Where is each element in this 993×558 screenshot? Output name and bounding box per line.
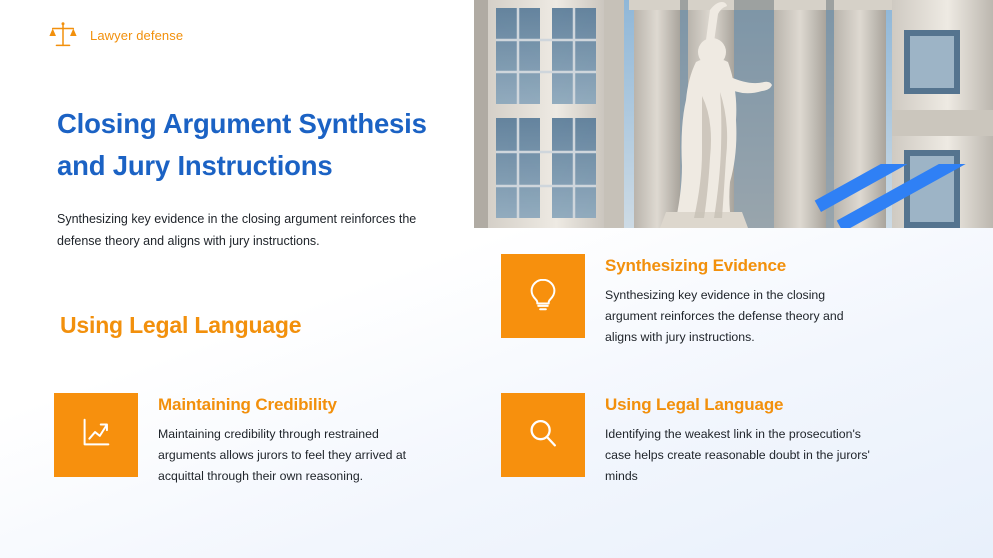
feature-title: Maintaining Credibility <box>158 395 337 414</box>
brand-name: Lawyer defense <box>90 27 184 43</box>
hero-image <box>474 0 993 228</box>
chart-growth-icon <box>77 414 115 457</box>
feature-title: Using Legal Language <box>605 395 784 414</box>
brand-logo <box>48 20 183 50</box>
scales-of-justice-icon <box>48 20 78 50</box>
lightbulb-icon <box>524 275 562 318</box>
feature-text: Identifying the weakest link in the prosecution's case helps create reasonable doubt in the jurors' minds <box>605 427 870 484</box>
feature-card-using-legal-language <box>501 393 921 487</box>
feature-title: Synthesizing Evidence <box>605 256 787 275</box>
lead-paragraph: Synthesizing key evidence in the closing argument reinforces the defense theory and aligns with jury instructions. <box>57 212 417 248</box>
feature-icon-tile <box>501 254 585 338</box>
magnifier-icon <box>524 414 562 457</box>
feature-card-maintaining-credibility <box>54 393 454 487</box>
feature-text: Synthesizing key evidence in the closing argument reinforces the defense theory and aligns with jury instructions. <box>605 288 844 345</box>
feature-card-synthesizing-evidence <box>501 254 921 348</box>
section-heading: Using Legal Language <box>60 312 302 338</box>
feature-icon-tile <box>501 393 585 477</box>
feature-icon-tile <box>54 393 138 477</box>
feature-text: Maintaining credibility through restrained arguments allows jurors to feel they arrived at acquittal through their own reasoning. <box>158 427 407 484</box>
page-title: Closing Argument Synthesis and Jury Instructions <box>57 108 427 181</box>
